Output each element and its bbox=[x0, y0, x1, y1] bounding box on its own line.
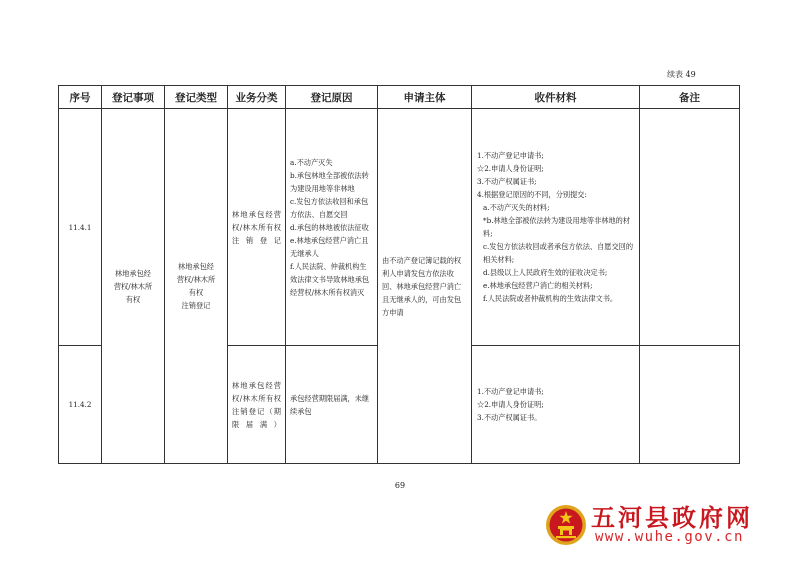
reason-item: a.不动产灭失 bbox=[290, 157, 333, 167]
materials-cell bbox=[472, 346, 640, 464]
row-number-cell: 11.4.1 bbox=[59, 109, 102, 346]
material-item: 4.根据登记原因的不同，分别提交: bbox=[477, 190, 587, 199]
header-cell: 登记事项 bbox=[102, 86, 165, 109]
row-number-cell: 11.4.2 bbox=[59, 346, 102, 464]
page-number: 69 bbox=[394, 481, 406, 490]
header-cell: 业务分类 bbox=[228, 86, 286, 109]
remark-cell bbox=[640, 109, 740, 346]
reason-item: c.发包方依法收回和承包方依法、自愿交回 bbox=[290, 196, 369, 219]
site-name-cn: 五河县政府网 bbox=[591, 504, 753, 532]
material-item: c.发包方依法收回或者承包方依法、自愿交回的相关材料; bbox=[483, 242, 634, 264]
material-item: a.不动产灭失的材料; bbox=[483, 203, 550, 212]
type-line: 有权 bbox=[188, 288, 204, 297]
material-item: d.县级以上人民政府生效的征收决定书; bbox=[483, 268, 608, 277]
remark-cell bbox=[640, 346, 740, 464]
material-item: ☆2.申请人身份证明; bbox=[477, 400, 544, 409]
material-item: 1.不动产登记申请书; bbox=[477, 387, 544, 396]
material-item: 1.不动产登记申请书; bbox=[477, 151, 544, 160]
reason-item: f.人民法院、仲裁机构生效法律文书导致林地承包经营权/林木所有权消灭 bbox=[290, 261, 370, 297]
type-line: 林地承包经 bbox=[178, 262, 214, 271]
reason-item: e.林地承包经营户消亡且无继承人 bbox=[290, 235, 369, 258]
applicant-cell bbox=[378, 109, 472, 464]
registration-item-text: 林地承包经营权/林木所有权 bbox=[113, 268, 153, 304]
materials-cell bbox=[472, 109, 640, 346]
applicant-text: 由不动产登记簿记载的权利人申请发包方依法收回、林地承包经营户消亡且无继承人的，可由发包方申请 bbox=[382, 255, 462, 317]
registration-reason-cell: 承包经营期限届满，未继续承包 bbox=[286, 346, 378, 464]
header-cell: 收件材料 bbox=[472, 86, 640, 109]
material-item: 3.不动产权属证书。 bbox=[477, 413, 542, 422]
business-category-cell: 林地承包经营权/林木所有权注销登记 bbox=[228, 109, 286, 346]
type-line: 营权/林木所 bbox=[176, 275, 216, 284]
header-cell: 登记类型 bbox=[165, 86, 228, 109]
table-row bbox=[59, 109, 740, 346]
header-cell: 序号 bbox=[59, 86, 102, 109]
material-item: f.人民法院或者仲裁机构的生效法律文书。 bbox=[483, 294, 618, 303]
material-item: *b.林地全部被依法转为建设用地等非林地的材料; bbox=[483, 216, 631, 238]
material-item: e.林地承包经营户消亡的相关材料; bbox=[483, 281, 593, 290]
business-category-cell: 林地承包经营权/林木所有权注销登记（期限届满） bbox=[228, 346, 286, 464]
reason-item: b.承包林地全部被依法转为建设用地等非林地 bbox=[290, 170, 369, 193]
continuation-label: 续表 49 bbox=[667, 70, 696, 79]
registration-type-cell bbox=[165, 109, 228, 464]
header-cell: 登记原因 bbox=[286, 86, 378, 109]
site-url: www.wuhe.gov.cn bbox=[595, 529, 744, 545]
material-item: 3.不动产权属证书; bbox=[477, 177, 537, 186]
registration-reason-cell bbox=[286, 109, 378, 346]
material-item: ☆2.申请人身份证明; bbox=[477, 164, 544, 173]
registration-item-cell bbox=[102, 109, 165, 464]
table-header-row bbox=[59, 86, 740, 109]
type-line: 注销登记 bbox=[181, 301, 211, 310]
header-cell: 备注 bbox=[640, 86, 740, 109]
national-emblem-icon bbox=[545, 504, 587, 546]
header-cell: 申请主体 bbox=[378, 86, 472, 109]
site-watermark-logo bbox=[545, 498, 795, 550]
reason-item: d.承包的林地被依法征收 bbox=[290, 222, 369, 232]
registration-table bbox=[58, 85, 740, 464]
